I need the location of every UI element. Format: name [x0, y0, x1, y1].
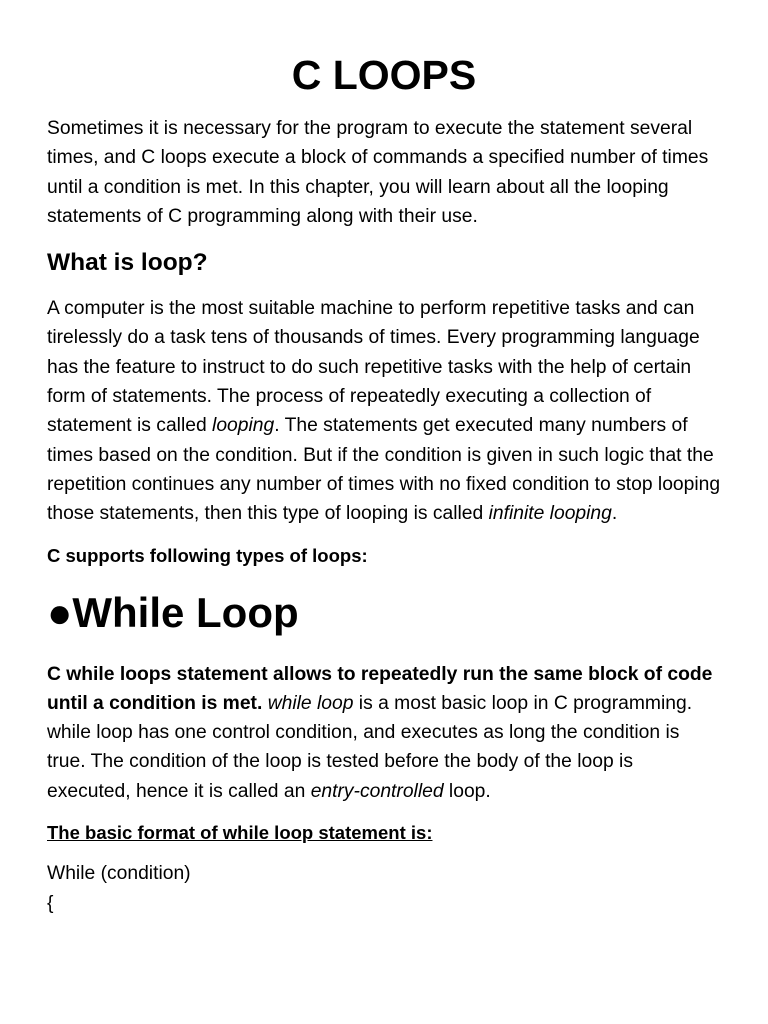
- loop-text-part1: A computer is the most suitable machine to perform repetitive tasks and can tirelessly do a task tens of thousands of times. Every programming language has the feature to instruct to do such repetitive tasks with the help of certain form of statements. The process of repeatedly executing a collection of statement is called: [47, 298, 700, 437]
- while-loop-paragraph: [47, 660, 721, 806]
- while-loop-emphasis: while loop: [267, 692, 354, 714]
- loop-text-part2: . The statements get executed many numbers of times based on the condition. But if the condition is given in such logic that the repetition continues any number of times with no fixed condition to stop looping those statements, then this type of looping is called: [47, 415, 721, 525]
- supports-heading: C supports following types of loops:: [47, 544, 368, 566]
- while-text-part3: loop.: [443, 780, 491, 802]
- loop-definition-paragraph: [47, 294, 721, 528]
- while-loop-heading: ●While Loop: [47, 588, 299, 636]
- looping-emphasis: looping: [212, 415, 275, 437]
- code-line-2: {: [47, 893, 54, 915]
- while-text-part2: is a most basic loop in C programming. while loop has one control condition, and executes as long the condition is true. The condition of the loop is tested before the body of the loop is executed, hence it is called an: [47, 692, 693, 802]
- entry-controlled-emphasis: entry-controlled: [310, 780, 444, 802]
- what-is-loop-heading: What is loop?: [47, 249, 208, 277]
- loop-text-part3: .: [611, 503, 618, 525]
- intro-paragraph: Sometimes it is necessary for the program to execute the statement several times, and C loops execute a block of commands a specified number of times until a condition is met. In this chapter, you will learn about all the looping statements of C programming along with their use.: [47, 118, 709, 227]
- page-title: C LOOPS: [291, 52, 477, 98]
- code-block: [47, 859, 721, 919]
- while-loop-bold-statement: C while loops statement allows to repeatedly run the same block of code until a condition is met.: [47, 663, 713, 714]
- infinite-looping-emphasis: infinite looping: [488, 503, 612, 525]
- basic-format-heading: The basic format of while loop statement is:: [47, 822, 433, 844]
- code-line-1: While (condition): [47, 863, 191, 885]
